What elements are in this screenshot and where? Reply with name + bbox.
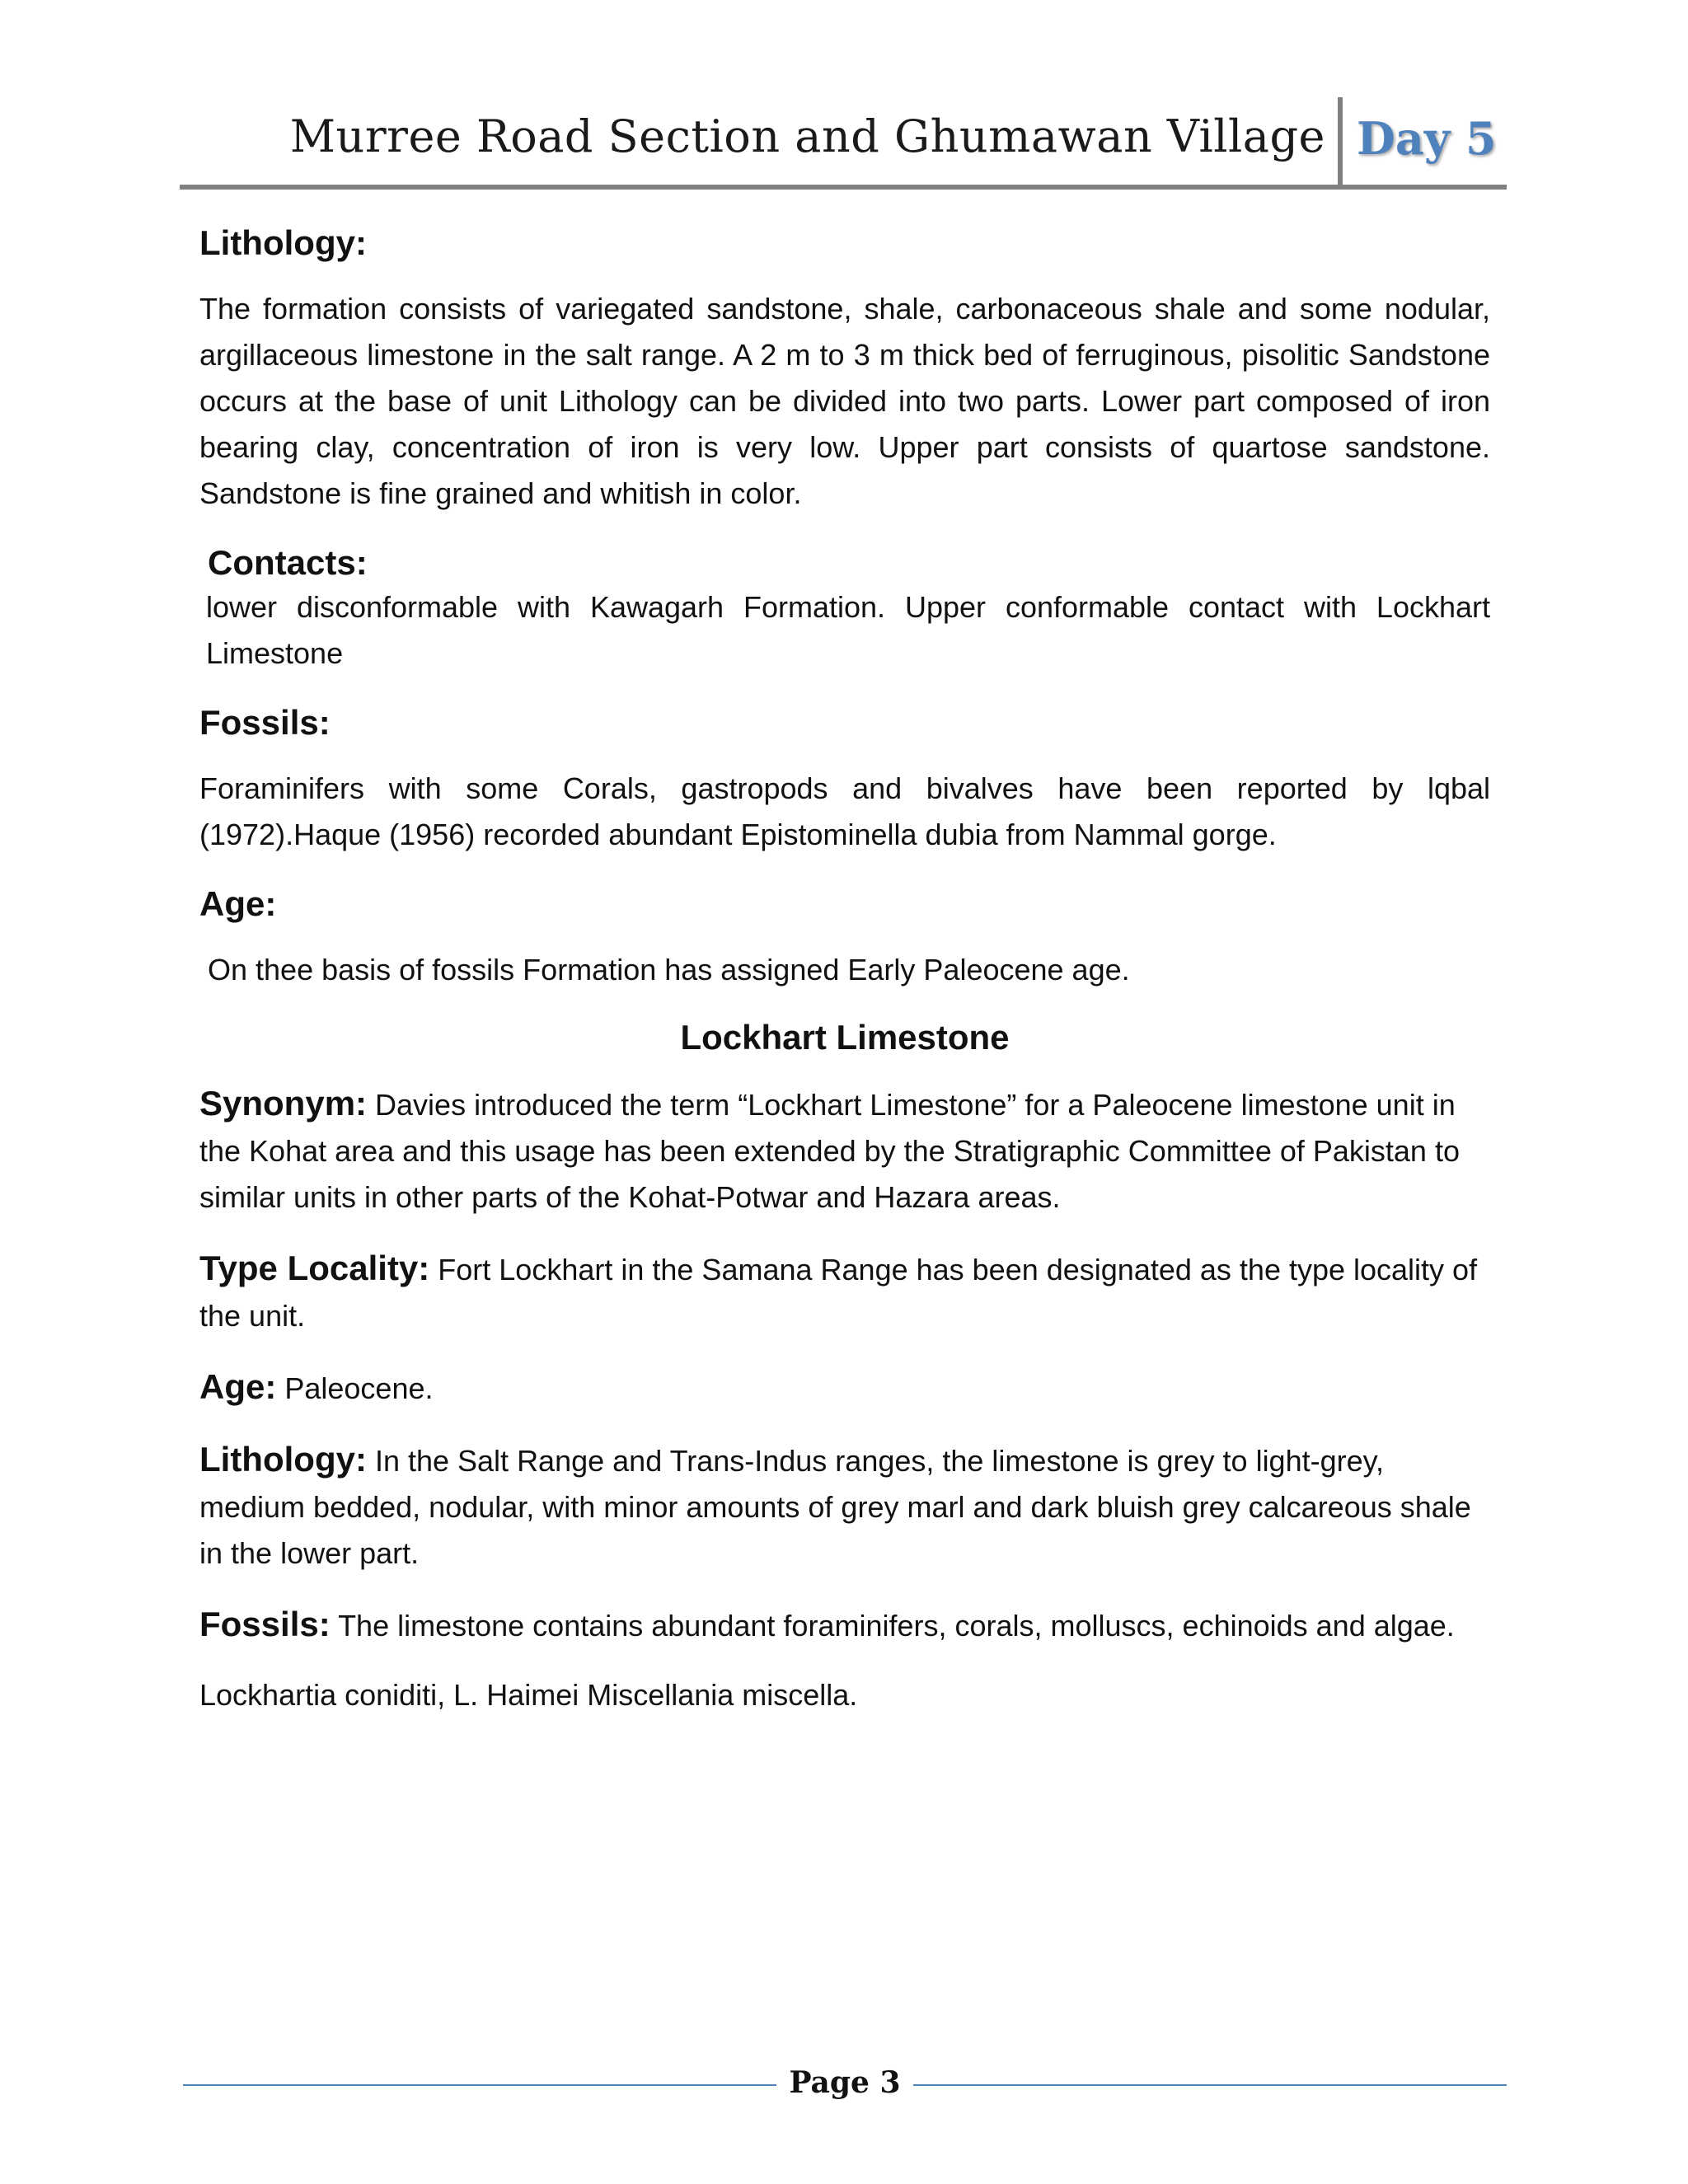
species-paragraph: Lockhartia coniditi, L. Haimei Miscellania miscella. (199, 1678, 858, 1712)
type-locality-text: Fort Lockhart in the Samana Range has been designated as the type locality of the unit. (199, 1253, 1478, 1333)
synonym-label: Synonym: (199, 1084, 368, 1122)
contacts-heading: Contacts: (208, 543, 368, 582)
page-number: Page 3 (789, 2065, 901, 2100)
type-locality-label: Type Locality: (199, 1249, 430, 1287)
page-content (199, 218, 1490, 1718)
lockhart-age-text: Paleocene. (276, 1371, 434, 1405)
lockhart-fossils-text: The limestone contains abundant foraminifers, corals, molluscs, echinoids and algae. (330, 1609, 1455, 1643)
lockhart-lithology-paragraph (199, 1436, 1490, 1577)
age-paragraph: On thee basis of fossils Formation has assigned Early Paleocene age. (208, 953, 1130, 987)
header-rule (180, 185, 1507, 190)
lockhart-lithology-label: Lithology: (199, 1440, 367, 1479)
fossils-heading: Fossils: (199, 703, 331, 742)
lockhart-age-label: Age: (199, 1367, 277, 1406)
lithology-heading: Lithology: (199, 223, 367, 262)
lockhart-fossils-paragraph (199, 1601, 1490, 1649)
type-locality-paragraph (199, 1245, 1490, 1339)
header-title: Murree Road Section and Ghumawan Village (289, 110, 1325, 162)
header-day-label: Day 5 (1357, 112, 1497, 165)
lithology-paragraph: The formation consists of variegated sandstone, shale, carbonaceous shale and some nodular, argillaceous limestone in the salt range. A 2 m to 3 m thick bed of ferruginous, pisolitic Sandstone occurs at the base of unit Lithology can be divided into two parts. Lower part composed of iron bearing clay, concentration of iron is very low. Upper part consists of quartose sandstone. Sandstone is fine grained and whitish in color. (199, 292, 1490, 510)
synonym-text: Davies introduced the term “Lockhart Limestone” for a Paleocene limestone unit in the Kohat area and this usage has been extended by the Stratigraphic Committee of Pakistan to similar units in other parts of the Kohat-Potwar and Hazara areas. (199, 1088, 1460, 1214)
lockhart-age-paragraph (199, 1364, 1490, 1412)
header-divider (1338, 97, 1343, 186)
fossils-paragraph: Foraminifers with some Corals, gastropods and bivalves have been reported by lqbal (1972).Haque (1956) recorded abundant Epistominella dubia from Nammal gorge. (199, 771, 1490, 851)
age-heading: Age: (199, 884, 277, 923)
lockhart-fossils-label: Fossils: (199, 1605, 331, 1643)
lockhart-title: Lockhart Limestone (680, 1018, 1010, 1057)
lockhart-lithology-text: In the Salt Range and Trans-Indus ranges, the limestone is grey to light-grey, medium bedded, nodular, with minor amounts of grey marl and dark bluish grey calcareous shale in the lower part. (199, 1444, 1471, 1570)
synonym-paragraph (199, 1080, 1490, 1221)
page-header (180, 97, 1507, 190)
contacts-paragraph: lower disconformable with Kawagarh Formation. Upper conformable contact with Lockhart Limestone (206, 590, 1490, 670)
page-footer (183, 2065, 1507, 2102)
footer-line-right (913, 2084, 1507, 2086)
